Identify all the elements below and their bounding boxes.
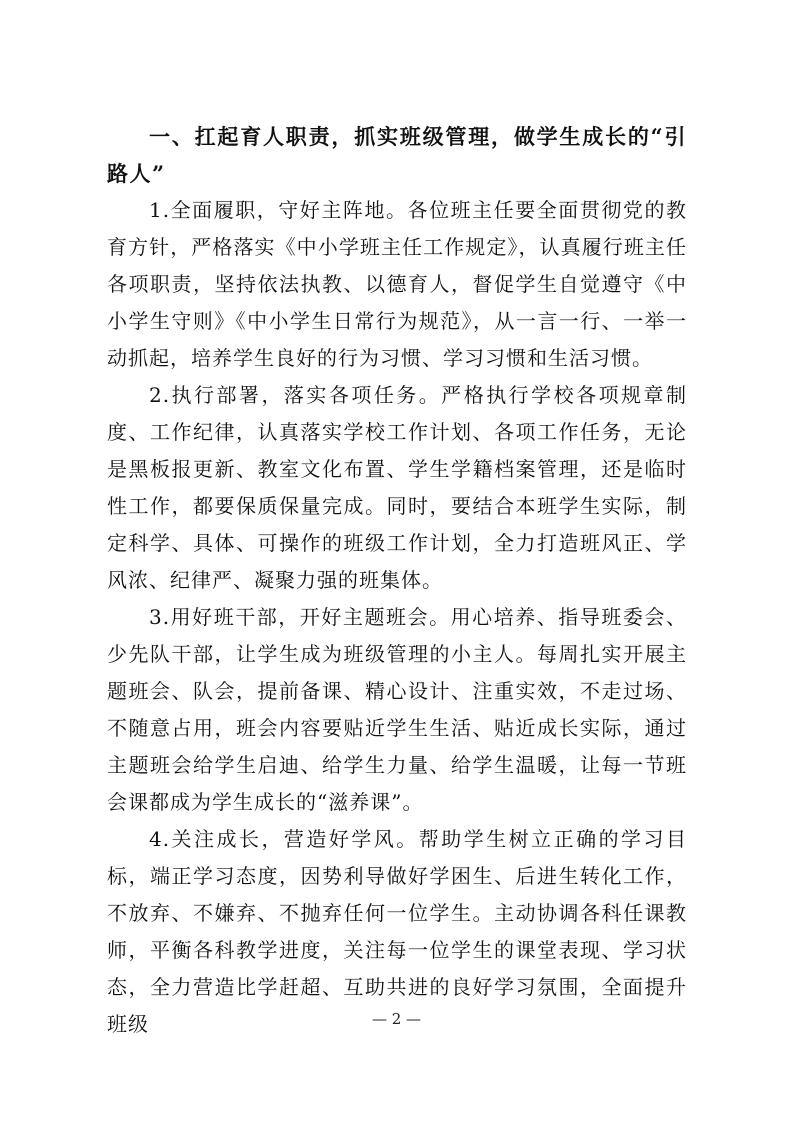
document-body bbox=[107, 118, 687, 1043]
paragraph-4: 4.关注成长，营造好学风。帮助学生树立正确的学习目标，端正学习态度，因势利导做好学困生、后进生转化工作，不放弃、不嫌弃、不抛弃任何一位学生。主动协调各科任课教师，平衡各科教学进度，关注每一位学生的课堂表现、学习状态，全力营造比学赶超、互助共进的良好学习氛围，全面提升班级 bbox=[107, 827, 687, 1036]
page-number: — 2 — bbox=[371, 1010, 422, 1028]
paragraph-2: 2.执行部署，落实各项任务。严格执行学校各项规章制度、工作纪律，认真落实学校工作计划、各项工作任务，无论是黑板报更新、教室文化布置、学生学籍档案管理，还是临时性工作，都要保质保量完成。同时，要结合本班学生实际，制定科学、具体、可操作的班级工作计划，全力打造班风正、学风浓、纪律严、凝聚力强的班集体。 bbox=[107, 383, 687, 592]
paragraph-3: 3.用好班干部，开好主题班会。用心培养、指导班委会、少先队干部，让学生成为班级管理的小主人。每周扎实开展主题班会、队会，提前备课、精心设计、注重实效，不走过场、不随意占用，班会内容要贴近学生生活、贴近成长实际，通过主题班会给学生启迪、给学生力量、给学生温暖，让每一节班会课都成为学生成长的“滋养课”。 bbox=[107, 605, 687, 814]
section-heading: 一、扛起育人职责，抓实班级管理，做学生成长的“引路人” bbox=[107, 124, 687, 186]
paragraph-1: 1.全面履职，守好主阵地。各位班主任要全面贯彻党的教育方针，严格落实《中小学班主任工作规定》，认真履行班主任各项职责，坚持依法执教、以德育人，督促学生自觉遵守《中小学生守则》《中小学生日常行为规范》，从一言一行、一举一动抓起，培养学生良好的行为习惯、学习习惯和生活习惯。 bbox=[107, 198, 687, 370]
